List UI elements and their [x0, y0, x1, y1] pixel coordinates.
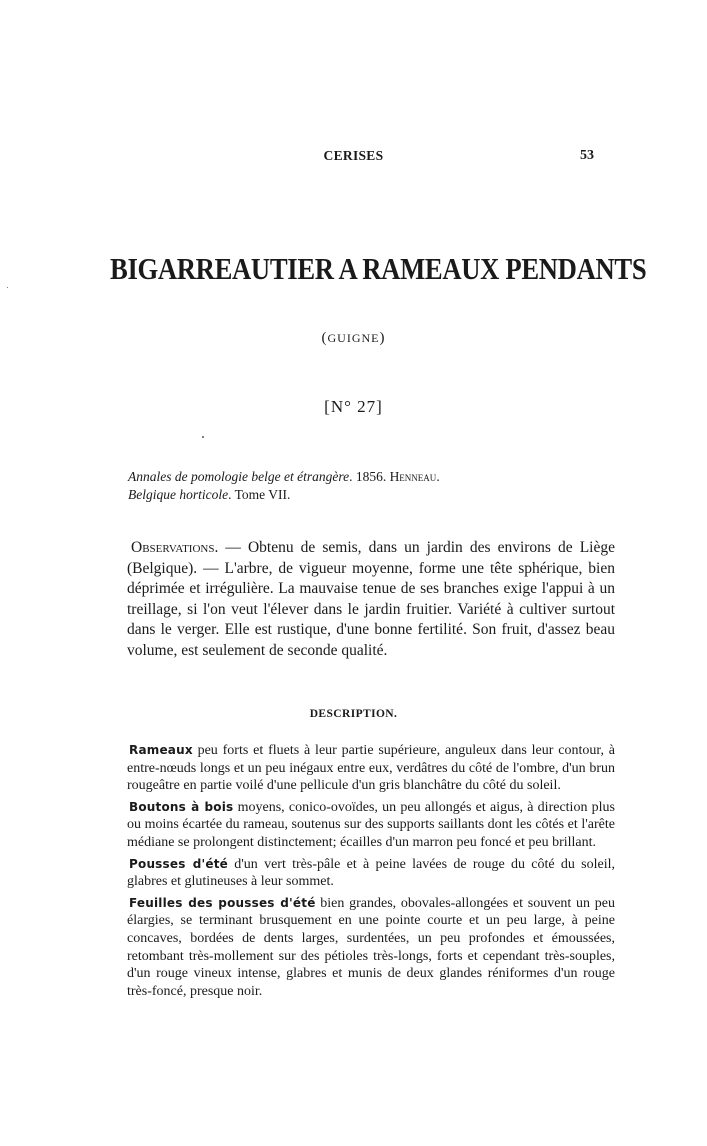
running-head: CERISES — [323, 148, 384, 163]
description-term: Feuilles des pousses d'été — [129, 895, 316, 910]
description-body — [127, 742, 615, 1004]
references — [128, 468, 440, 504]
reference-source: Annales de pomologie belge et étrangère — [128, 469, 350, 484]
description-heading: DESCRIPTION. — [309, 708, 398, 720]
reference-source: Belgique horticole — [128, 487, 229, 502]
observations-label: Observations. — [131, 539, 219, 556]
page-number: 53 — [580, 148, 594, 163]
subtitle-close-paren: ) — [379, 330, 386, 346]
reference-author: Henneau — [389, 469, 437, 484]
reference-line — [128, 468, 440, 486]
subtitle — [0, 330, 707, 347]
subtitle-open-paren: ( — [321, 330, 328, 346]
description-entry — [127, 799, 615, 852]
observations-paragraph — [127, 538, 615, 661]
description-term: Pousses d'été — [129, 856, 228, 871]
page-title: BIGARREAUTIER A RAMEAUX PENDANTS — [110, 251, 647, 286]
description-text: moyens, conico-ovoïdes, un peu allongés et aigus, à direction plus ou moins écartée du rameau, soutenus sur des supports saillants dont les côtés et l'arête médiane se prolongent distinctement; écailles d'un marron peu foncé et peu brillant. — [127, 799, 615, 850]
description-text: peu forts et fluets à leur partie supérieure, anguleux dans leur contour, à entre-nœuds longs et un peu inégaux entre eux, verdâtres du côté de l'ombre, d'un brun rougeâtre en partie voilé d'une pellicule d'un gris blanchâtre du côté du soleil. — [127, 743, 615, 794]
description-term: Boutons à bois — [129, 799, 234, 814]
reference-end: . — [436, 469, 440, 484]
observations-text: — Obtenu de semis, dans un jardin des environs de Liège (Belgique). — L'arbre, de vigueur moyenne, forme une tête sphérique, bien déprimée et irrégulière. La mauvaise tenue de ses branches exige l'appui à un treillage, si l'on veut l'élever dans le jardin fruitier. Variété à cultiver surtout dans le verger. Elle est rustique, d'une bonne fertilité. Son fruit, d'assez beau volume, est seulement de seconde qualité. — [127, 539, 615, 659]
description-entry — [127, 895, 615, 1001]
description-entry — [127, 856, 615, 891]
reference-detail: . Tome VII. — [228, 487, 291, 502]
description-term: Rameaux — [129, 743, 193, 757]
reference-detail: . 1856. — [349, 469, 390, 484]
description-entry — [127, 742, 615, 795]
print-speck — [7, 287, 8, 288]
description-text: d'un vert très-pâle et à peine lavées de rouge du côté du soleil, glabres et glutineuses à leur sommet. — [127, 856, 615, 890]
description-text: bien grandes, obovales-allongées et souvent un peu élargies, se terminant brusquement en une pointe courte et un peu large, à peine concaves, bordées de dents larges, surdentées, un peu profondes et émoussées, retombant très-mollement sur des pétioles très-longs, forts et cependant très-souples, d'un rouge vineux intense, glabres et munis de deux glandes réniformes d'un rouge très-foncé, presque noir. — [127, 895, 615, 999]
print-speck — [202, 436, 204, 438]
variety-number: [N° 27] — [324, 397, 383, 416]
subtitle-text: GUIGNE — [327, 331, 380, 345]
reference-line — [128, 486, 440, 504]
